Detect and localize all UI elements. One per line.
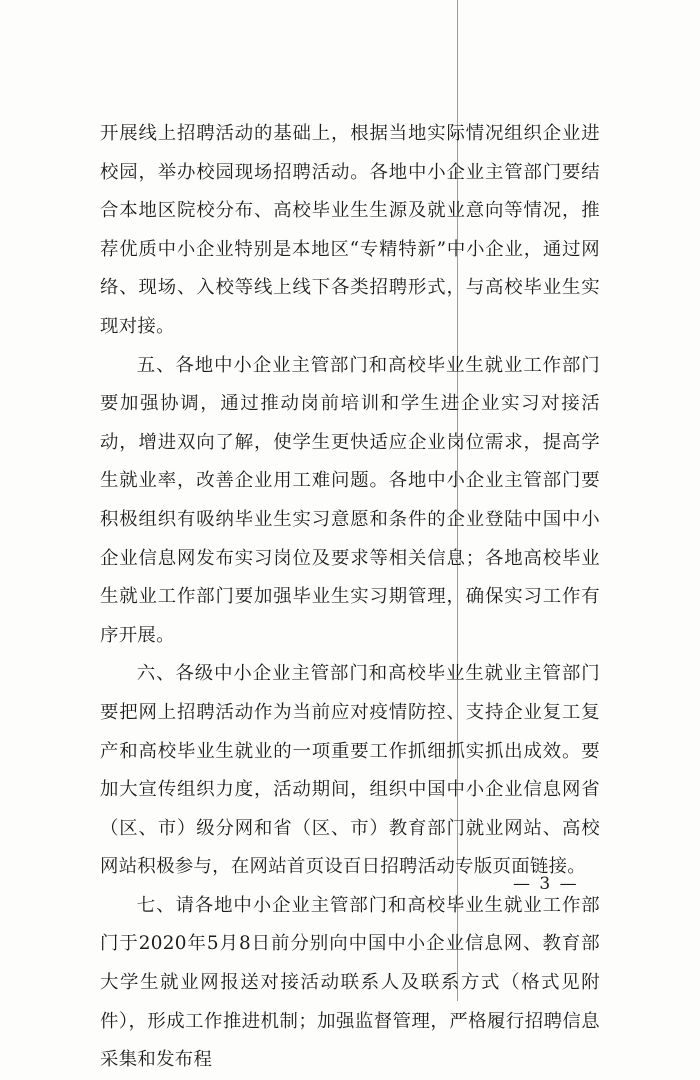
document-body: [100, 115, 600, 1080]
paragraph-2: 五、各地中小企业主管部门和高校毕业生就业工作部门要加强协调，通过推动岗前培训和学生进企业实习对接活动，增进双向了解，使学生更快适应企业岗位需求，提高学生就业率，改善企业用工难问题。各地中小企业主管部门要积极组织有吸纳毕业生实习意愿和条件的企业登陆中国中小企业信息网发布实习岗位及要求等相关信息；各地高校毕业生就业工作部门要加强毕业生实习期管理，确保实习工作有序开展。: [100, 354, 600, 646]
paragraph-1: 开展线上招聘活动的基础上，根据当地实际情况组织企业进校园，举办校园现场招聘活动。各地中小企业主管部门要结合本地区院校分布、高校毕业生生源及就业意向等情况，推荐优质中小企业特别是本地区“专精特新”中小企业，通过网络、现场、入校等线上线下各类招聘形式，与高校毕业生实现对接。: [100, 123, 600, 337]
paragraph-4: 七、请各地中小企业主管部门和高校毕业生就业工作部门于2020年5月8日前分别向中国中小企业信息网、教育部大学生就业网报送对接活动联系人及联系方式（格式见附件），形成工作推进机制；加强监督管理，严格履行招聘信息采集和发布程: [100, 894, 600, 1071]
page-number: — 3 —: [513, 874, 579, 894]
paragraph-3: 六、各级中小企业主管部门和高校毕业生就业主管部门要把网上招聘活动作为当前应对疫情防控、支持企业复工复产和高校毕业生就业的一项重要工作抓细抓实抓出成效。要加大宣传组织力度，活动期间，组织中国中小企业信息网省（区、市）级分网和省（区、市）教育部门就业网站、高校网站积极参与，在网站首页设百日招聘活动专版页面链接。: [100, 663, 600, 878]
